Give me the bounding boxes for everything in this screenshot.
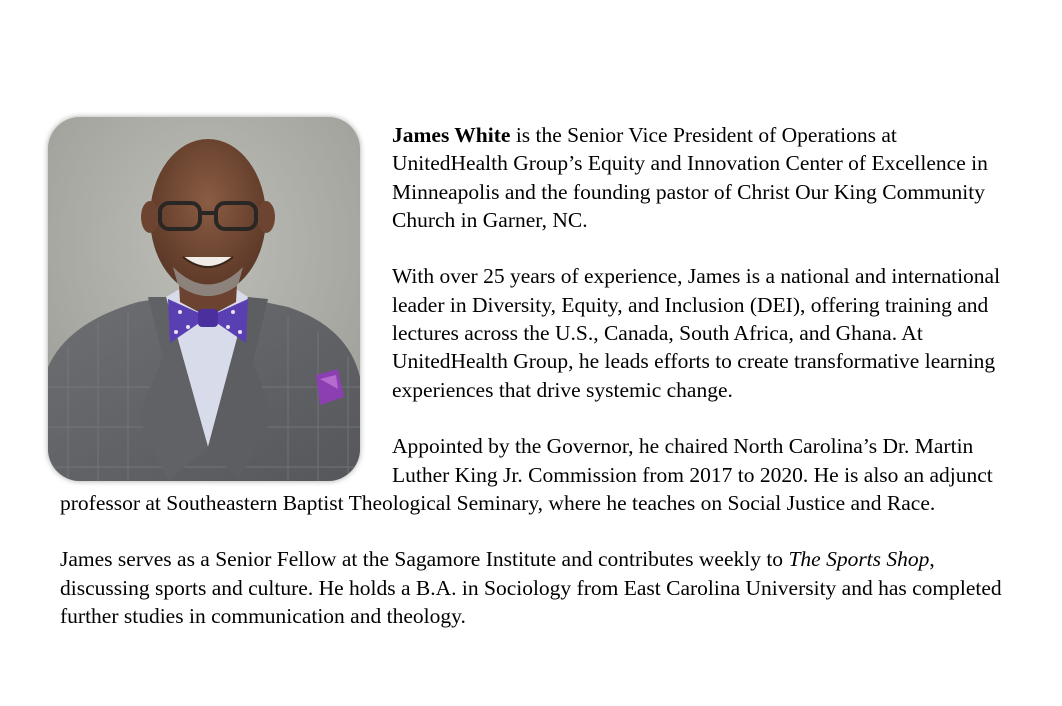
show-title: The Sports Shop [788, 547, 930, 572]
bio-paragraph-3: Appointed by the Governor, he chaired North Carolina’s Dr. Martin Luther King Jr. Commission from 2017 to 2020. He is also an adjunct professor at Southeastern Baptist Theological Seminary, where he teaches on Social Justice and Race. [60, 434, 993, 515]
bio-paragraph-1-text: is the Senior Vice President of Operations at UnitedHealth Group’s Equity and Innovation Center of Excellence in Minneapolis and the founding pastor of Christ Our King Community Church in Garner, NC. [392, 123, 988, 232]
bio-paragraph-4-part1: James serves as a Senior Fellow at the Sagamore Institute and contributes weekly to [60, 547, 789, 572]
portrait-photo [48, 117, 360, 481]
bio-section [60, 121, 1010, 630]
bio-paragraph-2: With over 25 years of experience, James is a national and international leader in Diversity, Equity, and Inclusion (DEI), offering training and lectures across the U.S., Canada, South Africa, and Ghana. At UnitedHealth Group, he leads efforts to create transformative learning experiences that drive systemic change. [392, 264, 1001, 402]
bio-paragraph-4-part2: , discussing sports and culture. He holds a B.A. in Sociology from East Carolina University and has completed further studies in communication and theology. [60, 547, 1002, 629]
person-name: James White [392, 123, 511, 147]
portrait-illustration [48, 117, 360, 481]
bio-paragraph-4 [60, 545, 1010, 630]
